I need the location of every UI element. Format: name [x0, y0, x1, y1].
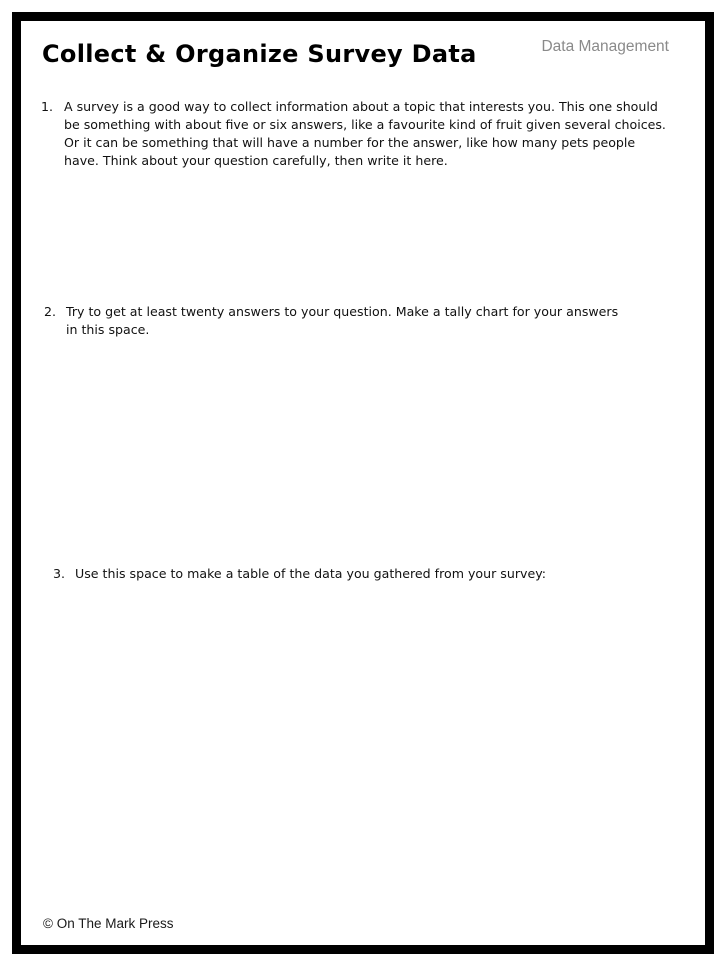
copyright-footer: © On The Mark Press [43, 916, 174, 931]
question-number: 1. [41, 99, 54, 114]
question-text: A survey is a good way to collect information about a topic that interests you. This one should be something with about five or six answers, like a favourite kind of fruit given several choices. Or it can be something that will have a number for the answer, like how many pets people have. Think about your question carefully, then write it here. [64, 99, 666, 168]
question-number: 3. [53, 566, 66, 581]
question-item-3 [53, 565, 653, 583]
question-item-1 [41, 98, 671, 170]
page-title: Collect & Organize Survey Data [42, 40, 477, 68]
section-label: Data Management [541, 38, 669, 55]
question-text: Try to get at least twenty answers to your question. Make a tally chart for your answers in this space. [66, 304, 619, 337]
question-item-2 [44, 303, 664, 339]
question-number: 2. [44, 304, 57, 319]
question-text: Use this space to make a table of the data you gathered from your survey: [75, 566, 546, 581]
